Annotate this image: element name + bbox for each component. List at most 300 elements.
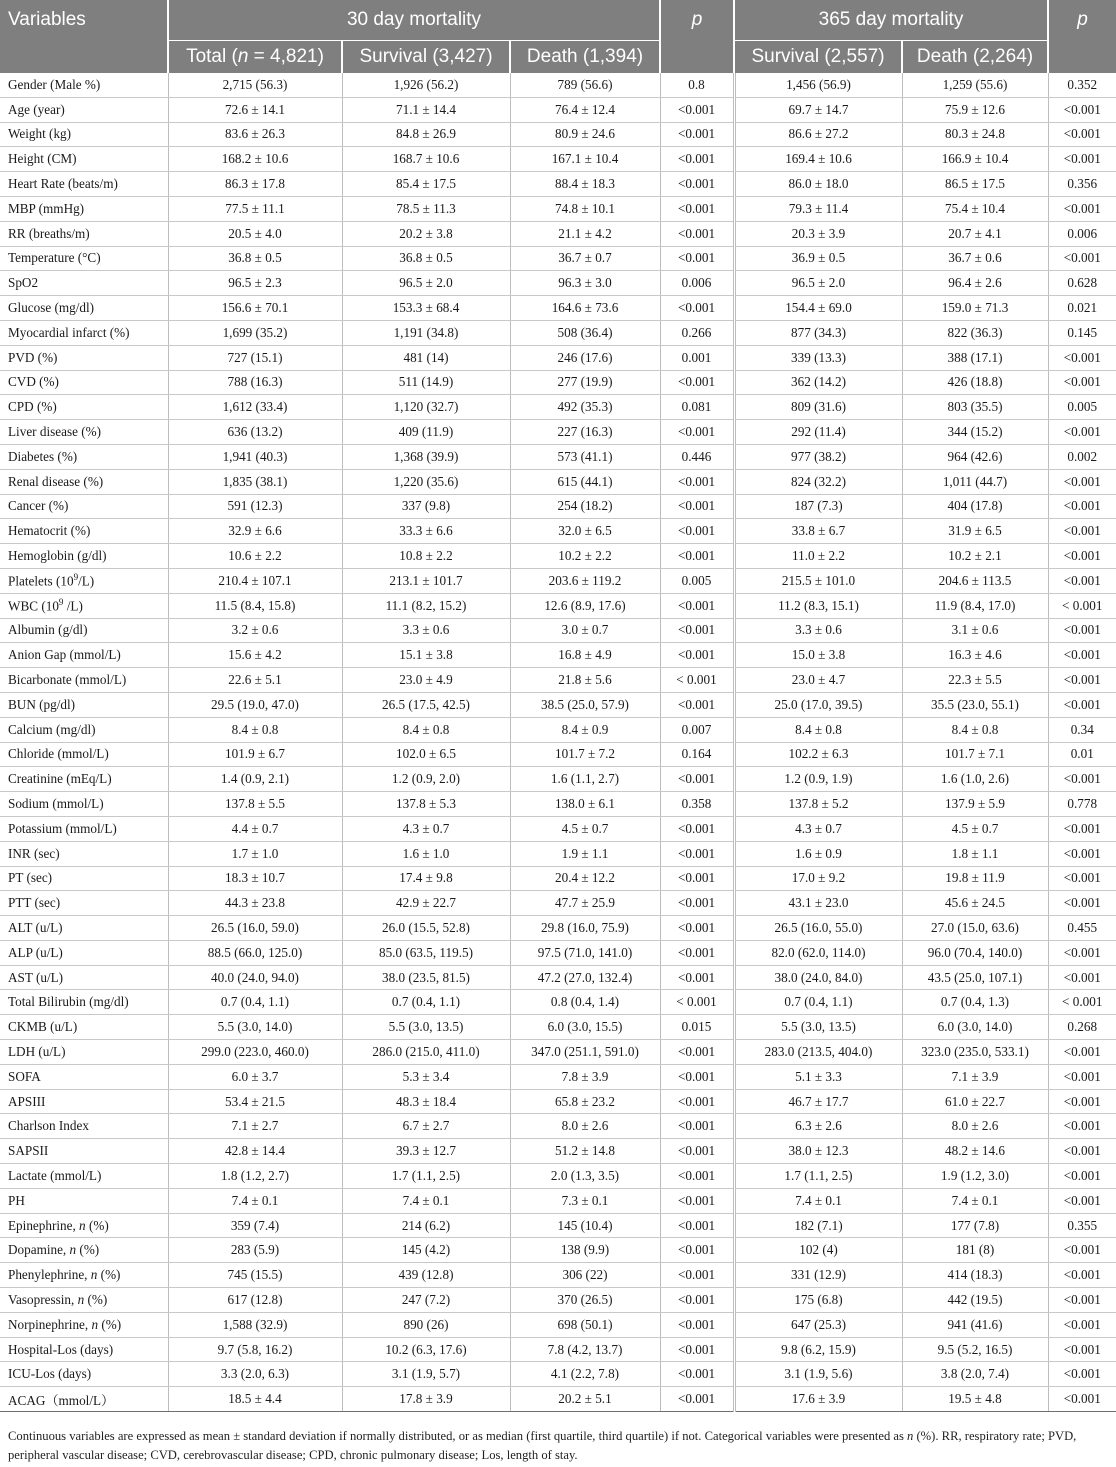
p-value-365-cell: <0.001 bbox=[1048, 1387, 1116, 1412]
survival-365-cell: 187 (7.3) bbox=[734, 494, 902, 519]
table-row bbox=[0, 196, 1116, 221]
p-value-365-cell: <0.001 bbox=[1048, 196, 1116, 221]
survival-30-cell: 48.3 ± 18.4 bbox=[342, 1089, 510, 1114]
row-label-tail: (%) bbox=[98, 1316, 122, 1332]
survival-30-cell: 96.5 ± 2.0 bbox=[342, 271, 510, 296]
p-value-30-cell: 0.005 bbox=[660, 568, 734, 593]
p-value-365-cell: <0.001 bbox=[1048, 841, 1116, 866]
table-row bbox=[0, 1213, 1116, 1238]
survival-30-cell: 1,191 (34.8) bbox=[342, 320, 510, 345]
death-365-cell: 9.5 (5.2, 16.5) bbox=[902, 1337, 1048, 1362]
survival-30-cell: 168.7 ± 10.6 bbox=[342, 147, 510, 172]
total-cell: 156.6 ± 70.1 bbox=[168, 296, 342, 321]
row-label-text: Chloride (mmol/L) bbox=[8, 746, 109, 762]
total-cell: 72.6 ± 14.1 bbox=[168, 97, 342, 122]
p-value-365-cell: <0.001 bbox=[1048, 1337, 1116, 1362]
death-30-cell: 203.6 ± 119.2 bbox=[510, 568, 660, 593]
survival-30-cell: 213.1 ± 101.7 bbox=[342, 568, 510, 593]
row-label-text: Total Bilirubin (mg/dl) bbox=[8, 994, 129, 1010]
survival-365-cell: 215.5 ± 101.0 bbox=[734, 568, 902, 593]
survival-30-cell: 4.3 ± 0.7 bbox=[342, 816, 510, 841]
death-30-cell: 36.7 ± 0.7 bbox=[510, 246, 660, 271]
p-value-30-cell: 0.164 bbox=[660, 742, 734, 767]
survival-365-cell: 11.2 (8.3, 15.1) bbox=[734, 593, 902, 618]
row-label-superscript: 9 bbox=[73, 572, 79, 583]
death-30-cell: 698 (50.1) bbox=[510, 1312, 660, 1337]
footnote-n: n bbox=[907, 1429, 914, 1443]
total-header bbox=[168, 41, 342, 74]
total-cell: 40.0 (24.0, 94.0) bbox=[168, 965, 342, 990]
row-label-text: Albumin (g/dl) bbox=[8, 622, 88, 638]
p-value-30-cell: <0.001 bbox=[660, 1089, 734, 1114]
p-value-30-header: p bbox=[660, 0, 734, 73]
row-label-text: Diabetes (%) bbox=[8, 448, 78, 464]
total-cell: 101.9 ± 6.7 bbox=[168, 742, 342, 767]
survival-30-cell: 26.0 (15.5, 52.8) bbox=[342, 916, 510, 941]
row-label-text: Norpinephrine, bbox=[8, 1316, 92, 1332]
p-value-30-cell: <0.001 bbox=[660, 1213, 734, 1238]
survival-30-cell: 214 (6.2) bbox=[342, 1213, 510, 1238]
survival-30-cell: 85.4 ± 17.5 bbox=[342, 172, 510, 197]
survival-365-cell: 9.8 (6.2, 15.9) bbox=[734, 1337, 902, 1362]
p-value-30-cell: 0.001 bbox=[660, 345, 734, 370]
survival-30-cell: 1,120 (32.7) bbox=[342, 395, 510, 420]
survival-365-cell: 3.3 ± 0.6 bbox=[734, 618, 902, 643]
death-365-cell: 323.0 (235.0, 533.1) bbox=[902, 1040, 1048, 1065]
death-365-cell: 1,259 (55.6) bbox=[902, 73, 1048, 97]
death-30-cell: 80.9 ± 24.6 bbox=[510, 122, 660, 147]
death-30-cell: 51.2 ± 14.8 bbox=[510, 1139, 660, 1164]
table-row bbox=[0, 1015, 1116, 1040]
death-365-cell: 1,011 (44.7) bbox=[902, 469, 1048, 494]
p-value-30-cell: 0.266 bbox=[660, 320, 734, 345]
row-label-italic: n bbox=[91, 1316, 99, 1332]
total-cell: 42.8 ± 14.4 bbox=[168, 1139, 342, 1164]
death-30-cell: 4.1 (2.2, 7.8) bbox=[510, 1362, 660, 1387]
death-30-cell: 7.8 (4.2, 13.7) bbox=[510, 1337, 660, 1362]
row-label bbox=[0, 544, 168, 569]
p-value-30-cell: <0.001 bbox=[660, 494, 734, 519]
p-value-30-cell: <0.001 bbox=[660, 1164, 734, 1189]
death-365-cell: 22.3 ± 5.5 bbox=[902, 668, 1048, 693]
death-365-cell: 204.6 ± 113.5 bbox=[902, 568, 1048, 593]
row-label bbox=[0, 1288, 168, 1313]
footnote-text-2: (%). RR, respiratory rate; PVD, peripheral vascular disease; CVD, cerebrovascular disease; CPD, chronic pulmonary disease; Los, length of stay. bbox=[8, 1429, 1077, 1462]
row-label-superscript: 9 bbox=[58, 596, 64, 607]
row-label bbox=[0, 940, 168, 965]
row-label bbox=[0, 1064, 168, 1089]
death-30-cell: 164.6 ± 73.6 bbox=[510, 296, 660, 321]
p-value-30-cell: <0.001 bbox=[660, 692, 734, 717]
death-365-cell: 442 (19.5) bbox=[902, 1288, 1048, 1313]
p-value-365-cell: <0.001 bbox=[1048, 965, 1116, 990]
total-cell: 1.7 ± 1.0 bbox=[168, 841, 342, 866]
table-row bbox=[0, 568, 1116, 593]
p-value-365-cell: 0.145 bbox=[1048, 320, 1116, 345]
death-30-cell: 4.5 ± 0.7 bbox=[510, 816, 660, 841]
survival-365-cell: 102 (4) bbox=[734, 1238, 902, 1263]
total-cell: 8.4 ± 0.8 bbox=[168, 717, 342, 742]
survival-365-cell: 86.0 ± 18.0 bbox=[734, 172, 902, 197]
death-365-cell: 177 (7.8) bbox=[902, 1213, 1048, 1238]
p-value-365-cell: <0.001 bbox=[1048, 420, 1116, 445]
survival-365-cell: 182 (7.1) bbox=[734, 1213, 902, 1238]
row-label-text: Height (CM) bbox=[8, 151, 77, 167]
p-value-365-cell: <0.001 bbox=[1048, 1139, 1116, 1164]
p-value-365-cell: 0.355 bbox=[1048, 1213, 1116, 1238]
row-label-text: Calcium (mg/dl) bbox=[8, 721, 96, 737]
survival-30-cell: 15.1 ± 3.8 bbox=[342, 643, 510, 668]
row-label-text: Hematocrit (%) bbox=[8, 523, 91, 539]
table-row bbox=[0, 593, 1116, 618]
p-value-30-cell: <0.001 bbox=[660, 866, 734, 891]
total-cell: 617 (12.8) bbox=[168, 1288, 342, 1313]
row-label-tail: /L) bbox=[78, 573, 95, 589]
survival-30-cell: 7.4 ± 0.1 bbox=[342, 1188, 510, 1213]
survival-30-cell: 481 (14) bbox=[342, 345, 510, 370]
row-label-text: Gender (Male %) bbox=[8, 76, 101, 92]
table-row bbox=[0, 767, 1116, 792]
p-value-30-cell: <0.001 bbox=[660, 1387, 734, 1412]
p-value-30-cell: <0.001 bbox=[660, 940, 734, 965]
table-row bbox=[0, 519, 1116, 544]
row-label-text: Age (year) bbox=[8, 101, 65, 117]
death-30-cell: 74.8 ± 10.1 bbox=[510, 196, 660, 221]
row-label-text: ALT (u/L) bbox=[8, 919, 63, 935]
survival-365-cell: 17.6 ± 3.9 bbox=[734, 1387, 902, 1412]
row-label-text: Bicarbonate (mmol/L) bbox=[8, 672, 127, 688]
row-label-text: WBC (10 bbox=[8, 598, 59, 614]
survival-365-cell: 5.1 ± 3.3 bbox=[734, 1064, 902, 1089]
row-label bbox=[0, 494, 168, 519]
total-cell: 359 (7.4) bbox=[168, 1213, 342, 1238]
survival-30-cell: 286.0 (215.0, 411.0) bbox=[342, 1040, 510, 1065]
row-label-text: Potassium (mmol/L) bbox=[8, 820, 117, 836]
row-label-text: Myocardial infarct (%) bbox=[8, 324, 130, 340]
row-label bbox=[0, 271, 168, 296]
survival-365-cell: 824 (32.2) bbox=[734, 469, 902, 494]
survival-365-cell: 1.6 ± 0.9 bbox=[734, 841, 902, 866]
row-label bbox=[0, 916, 168, 941]
total-cell: 1,588 (32.9) bbox=[168, 1312, 342, 1337]
death-365-cell: 388 (17.1) bbox=[902, 345, 1048, 370]
p-value-30-cell: <0.001 bbox=[660, 767, 734, 792]
p-value-30-cell: <0.001 bbox=[660, 519, 734, 544]
p-value-30-cell: <0.001 bbox=[660, 1312, 734, 1337]
p-value-365-cell: <0.001 bbox=[1048, 668, 1116, 693]
death-30-cell: 65.8 ± 23.2 bbox=[510, 1089, 660, 1114]
death-365-cell: 3.8 (2.0, 7.4) bbox=[902, 1362, 1048, 1387]
row-label-text: Creatinine (mEq/L) bbox=[8, 771, 112, 787]
row-label-text: Heart Rate (beats/m) bbox=[8, 176, 118, 192]
survival-30-cell: 11.1 (8.2, 15.2) bbox=[342, 593, 510, 618]
survival-365-cell: 82.0 (62.0, 114.0) bbox=[734, 940, 902, 965]
death-30-cell: 306 (22) bbox=[510, 1263, 660, 1288]
row-label-text: Hemoglobin (g/dl) bbox=[8, 548, 107, 564]
variables-header: Variables bbox=[0, 0, 168, 73]
table-row bbox=[0, 494, 1116, 519]
death-30-cell: 246 (17.6) bbox=[510, 345, 660, 370]
table-row bbox=[0, 1089, 1116, 1114]
p-value-30-cell: 0.081 bbox=[660, 395, 734, 420]
survival-365-cell: 6.3 ± 2.6 bbox=[734, 1114, 902, 1139]
p-value-30-cell: <0.001 bbox=[660, 196, 734, 221]
survival-30-cell: 3.1 (1.9, 5.7) bbox=[342, 1362, 510, 1387]
death-30-cell: 10.2 ± 2.2 bbox=[510, 544, 660, 569]
survival-30-cell: 153.3 ± 68.4 bbox=[342, 296, 510, 321]
total-cell: 3.2 ± 0.6 bbox=[168, 618, 342, 643]
total-cell: 745 (15.5) bbox=[168, 1263, 342, 1288]
death-30-cell: 1.6 (1.1, 2.7) bbox=[510, 767, 660, 792]
total-cell: 1,612 (33.4) bbox=[168, 395, 342, 420]
group-30-day-header: 30 day mortality bbox=[168, 0, 660, 41]
row-label bbox=[0, 1362, 168, 1387]
death-30-cell: 20.2 ± 5.1 bbox=[510, 1387, 660, 1412]
survival-365-cell: 292 (11.4) bbox=[734, 420, 902, 445]
death-30-cell: 29.8 (16.0, 75.9) bbox=[510, 916, 660, 941]
row-label-text: Platelets (10 bbox=[8, 573, 74, 589]
death-30-cell: 21.8 ± 5.6 bbox=[510, 668, 660, 693]
total-cell: 7.1 ± 2.7 bbox=[168, 1114, 342, 1139]
death-30-cell: 21.1 ± 4.2 bbox=[510, 221, 660, 246]
table-row bbox=[0, 643, 1116, 668]
row-label-italic: n bbox=[79, 1217, 86, 1233]
survival-365-cell: 17.0 ± 9.2 bbox=[734, 866, 902, 891]
p-value-365-cell: <0.001 bbox=[1048, 1238, 1116, 1263]
table-row bbox=[0, 1114, 1116, 1139]
row-label bbox=[0, 172, 168, 197]
death-365-cell: 159.0 ± 71.3 bbox=[902, 296, 1048, 321]
table-row bbox=[0, 122, 1116, 147]
table-row bbox=[0, 940, 1116, 965]
survival-365-cell: 175 (6.8) bbox=[734, 1288, 902, 1313]
death-30-cell: 20.4 ± 12.2 bbox=[510, 866, 660, 891]
death-365-cell: 426 (18.8) bbox=[902, 370, 1048, 395]
total-cell: 168.2 ± 10.6 bbox=[168, 147, 342, 172]
survival-365-cell: 96.5 ± 2.0 bbox=[734, 271, 902, 296]
row-label-text: PT (sec) bbox=[8, 870, 53, 886]
death-30-cell: 96.3 ± 3.0 bbox=[510, 271, 660, 296]
death-365-cell: 7.4 ± 0.1 bbox=[902, 1188, 1048, 1213]
row-label-text: LDH (u/L) bbox=[8, 1043, 66, 1059]
death-30-cell: 277 (19.9) bbox=[510, 370, 660, 395]
row-label-text: SAPSII bbox=[8, 1143, 49, 1159]
survival-30-cell: 1.7 (1.1, 2.5) bbox=[342, 1164, 510, 1189]
table-row bbox=[0, 544, 1116, 569]
p-value-30-cell: <0.001 bbox=[660, 469, 734, 494]
row-label bbox=[0, 668, 168, 693]
total-header-suffix: = 4,821) bbox=[248, 46, 324, 67]
total-cell: 86.3 ± 17.8 bbox=[168, 172, 342, 197]
row-label-text: INR (sec) bbox=[8, 845, 60, 861]
survival-365-header: Survival (2,557) bbox=[734, 41, 902, 74]
p-value-365-cell: 0.268 bbox=[1048, 1015, 1116, 1040]
row-label bbox=[0, 717, 168, 742]
total-cell: 210.4 ± 107.1 bbox=[168, 568, 342, 593]
row-label bbox=[0, 395, 168, 420]
death-365-cell: 20.7 ± 4.1 bbox=[902, 221, 1048, 246]
survival-30-cell: 10.8 ± 2.2 bbox=[342, 544, 510, 569]
group-365-day-header: 365 day mortality bbox=[734, 0, 1048, 41]
survival-30-header: Survival (3,427) bbox=[342, 41, 510, 74]
p-value-30-cell: <0.001 bbox=[660, 1288, 734, 1313]
p-value-365-cell: 0.778 bbox=[1048, 792, 1116, 817]
total-cell: 96.5 ± 2.3 bbox=[168, 271, 342, 296]
survival-365-cell: 15.0 ± 3.8 bbox=[734, 643, 902, 668]
death-30-cell: 347.0 (251.1, 591.0) bbox=[510, 1040, 660, 1065]
survival-365-cell: 647 (25.3) bbox=[734, 1312, 902, 1337]
death-30-header: Death (1,394) bbox=[510, 41, 660, 74]
table-row bbox=[0, 370, 1116, 395]
death-30-cell: 76.4 ± 12.4 bbox=[510, 97, 660, 122]
row-label bbox=[0, 1387, 168, 1412]
row-label bbox=[0, 742, 168, 767]
p-value-30-cell: 0.006 bbox=[660, 271, 734, 296]
p-value-365-header: p bbox=[1048, 0, 1116, 73]
row-label bbox=[0, 122, 168, 147]
row-label bbox=[0, 519, 168, 544]
survival-365-cell: 11.0 ± 2.2 bbox=[734, 544, 902, 569]
death-30-cell: 47.2 (27.0, 132.4) bbox=[510, 965, 660, 990]
death-30-cell: 167.1 ± 10.4 bbox=[510, 147, 660, 172]
row-label bbox=[0, 370, 168, 395]
death-365-cell: 75.4 ± 10.4 bbox=[902, 196, 1048, 221]
p-value-365-cell: <0.001 bbox=[1048, 1089, 1116, 1114]
row-label bbox=[0, 1139, 168, 1164]
survival-30-cell: 145 (4.2) bbox=[342, 1238, 510, 1263]
row-label bbox=[0, 792, 168, 817]
row-label bbox=[0, 320, 168, 345]
table-row bbox=[0, 816, 1116, 841]
survival-30-cell: 36.8 ± 0.5 bbox=[342, 246, 510, 271]
survival-365-cell: 25.0 (17.0, 39.5) bbox=[734, 692, 902, 717]
table-footnote bbox=[8, 1427, 1108, 1465]
p-value-365-cell: <0.001 bbox=[1048, 147, 1116, 172]
death-365-cell: 6.0 (3.0, 14.0) bbox=[902, 1015, 1048, 1040]
table-row bbox=[0, 1188, 1116, 1213]
p-value-365-cell: 0.34 bbox=[1048, 717, 1116, 742]
death-365-cell: 61.0 ± 22.7 bbox=[902, 1089, 1048, 1114]
table-row bbox=[0, 469, 1116, 494]
p-value-30-cell: <0.001 bbox=[660, 97, 734, 122]
survival-30-cell: 439 (12.8) bbox=[342, 1263, 510, 1288]
table-row bbox=[0, 221, 1116, 246]
total-header-n: n bbox=[237, 46, 249, 67]
p-value-365-cell: <0.001 bbox=[1048, 643, 1116, 668]
death-365-cell: 45.6 ± 24.5 bbox=[902, 891, 1048, 916]
p-value-30-cell: 0.015 bbox=[660, 1015, 734, 1040]
row-label-text: Glucose (mg/dl) bbox=[8, 300, 95, 316]
table-row bbox=[0, 73, 1116, 97]
row-label-text: Temperature (°C) bbox=[8, 250, 101, 266]
death-365-cell: 75.9 ± 12.6 bbox=[902, 97, 1048, 122]
p-value-30-cell: <0.001 bbox=[660, 1362, 734, 1387]
p-value-365-cell: <0.001 bbox=[1048, 767, 1116, 792]
p-value-365-cell: <0.001 bbox=[1048, 97, 1116, 122]
death-30-cell: 6.0 (3.0, 15.5) bbox=[510, 1015, 660, 1040]
row-label-text: Dopamine, bbox=[8, 1242, 70, 1258]
table-row bbox=[0, 841, 1116, 866]
death-365-cell: 19.8 ± 11.9 bbox=[902, 866, 1048, 891]
row-label-tail: /L) bbox=[63, 598, 83, 614]
survival-365-cell: 3.1 (1.9, 5.6) bbox=[734, 1362, 902, 1387]
death-365-cell: 8.0 ± 2.6 bbox=[902, 1114, 1048, 1139]
death-30-cell: 508 (36.4) bbox=[510, 320, 660, 345]
survival-30-cell: 1,926 (56.2) bbox=[342, 73, 510, 97]
row-label bbox=[0, 1188, 168, 1213]
row-label bbox=[0, 866, 168, 891]
row-label-text: CVD (%) bbox=[8, 374, 59, 390]
death-30-cell: 88.4 ± 18.3 bbox=[510, 172, 660, 197]
p-value-365-cell: <0.001 bbox=[1048, 1263, 1116, 1288]
total-cell: 36.8 ± 0.5 bbox=[168, 246, 342, 271]
death-30-cell: 38.5 (25.0, 57.9) bbox=[510, 692, 660, 717]
survival-365-cell: 43.1 ± 23.0 bbox=[734, 891, 902, 916]
total-cell: 88.5 (66.0, 125.0) bbox=[168, 940, 342, 965]
row-label bbox=[0, 1263, 168, 1288]
p-value-365-cell: <0.001 bbox=[1048, 469, 1116, 494]
p-value-30-cell: 0.8 bbox=[660, 73, 734, 97]
survival-30-cell: 17.4 ± 9.8 bbox=[342, 866, 510, 891]
death-365-cell: 1.6 (1.0, 2.6) bbox=[902, 767, 1048, 792]
row-label bbox=[0, 1213, 168, 1238]
table-row bbox=[0, 320, 1116, 345]
row-label bbox=[0, 618, 168, 643]
death-30-cell: 101.7 ± 7.2 bbox=[510, 742, 660, 767]
death-30-cell: 138 (9.9) bbox=[510, 1238, 660, 1263]
total-cell: 77.5 ± 11.1 bbox=[168, 196, 342, 221]
row-label-italic: n bbox=[90, 1267, 98, 1283]
p-value-365-cell: <0.001 bbox=[1048, 1188, 1116, 1213]
death-30-cell: 615 (44.1) bbox=[510, 469, 660, 494]
row-label bbox=[0, 1238, 168, 1263]
table-row bbox=[0, 1064, 1116, 1089]
row-label bbox=[0, 420, 168, 445]
survival-30-cell: 23.0 ± 4.9 bbox=[342, 668, 510, 693]
death-30-cell: 8.4 ± 0.9 bbox=[510, 717, 660, 742]
total-cell: 788 (16.3) bbox=[168, 370, 342, 395]
p-value-30-cell: < 0.001 bbox=[660, 668, 734, 693]
total-cell: 18.3 ± 10.7 bbox=[168, 866, 342, 891]
death-365-cell: 344 (15.2) bbox=[902, 420, 1048, 445]
row-label bbox=[0, 97, 168, 122]
total-cell: 9.7 (5.8, 16.2) bbox=[168, 1337, 342, 1362]
survival-30-cell: 5.5 (3.0, 13.5) bbox=[342, 1015, 510, 1040]
survival-30-cell: 511 (14.9) bbox=[342, 370, 510, 395]
row-label-text: Vasopressin, bbox=[8, 1291, 78, 1307]
survival-365-cell: 46.7 ± 17.7 bbox=[734, 1089, 902, 1114]
p-value-365-cell: <0.001 bbox=[1048, 891, 1116, 916]
row-label-text: RR (breaths/m) bbox=[8, 225, 90, 241]
row-label bbox=[0, 469, 168, 494]
table-row bbox=[0, 1337, 1116, 1362]
table-row bbox=[0, 246, 1116, 271]
death-30-cell: 227 (16.3) bbox=[510, 420, 660, 445]
death-365-cell: 404 (17.8) bbox=[902, 494, 1048, 519]
p-value-30-cell: <0.001 bbox=[660, 1337, 734, 1362]
death-365-cell: 96.4 ± 2.6 bbox=[902, 271, 1048, 296]
row-label bbox=[0, 221, 168, 246]
p-value-30-cell: <0.001 bbox=[660, 593, 734, 618]
table-row bbox=[0, 271, 1116, 296]
death-30-cell: 16.8 ± 4.9 bbox=[510, 643, 660, 668]
p-value-365-cell: <0.001 bbox=[1048, 1288, 1116, 1313]
row-label-italic: n bbox=[77, 1291, 85, 1307]
p-value-365-cell: 0.005 bbox=[1048, 395, 1116, 420]
row-label bbox=[0, 643, 168, 668]
p-value-365-cell: <0.001 bbox=[1048, 1312, 1116, 1337]
p-value-30-cell: <0.001 bbox=[660, 916, 734, 941]
